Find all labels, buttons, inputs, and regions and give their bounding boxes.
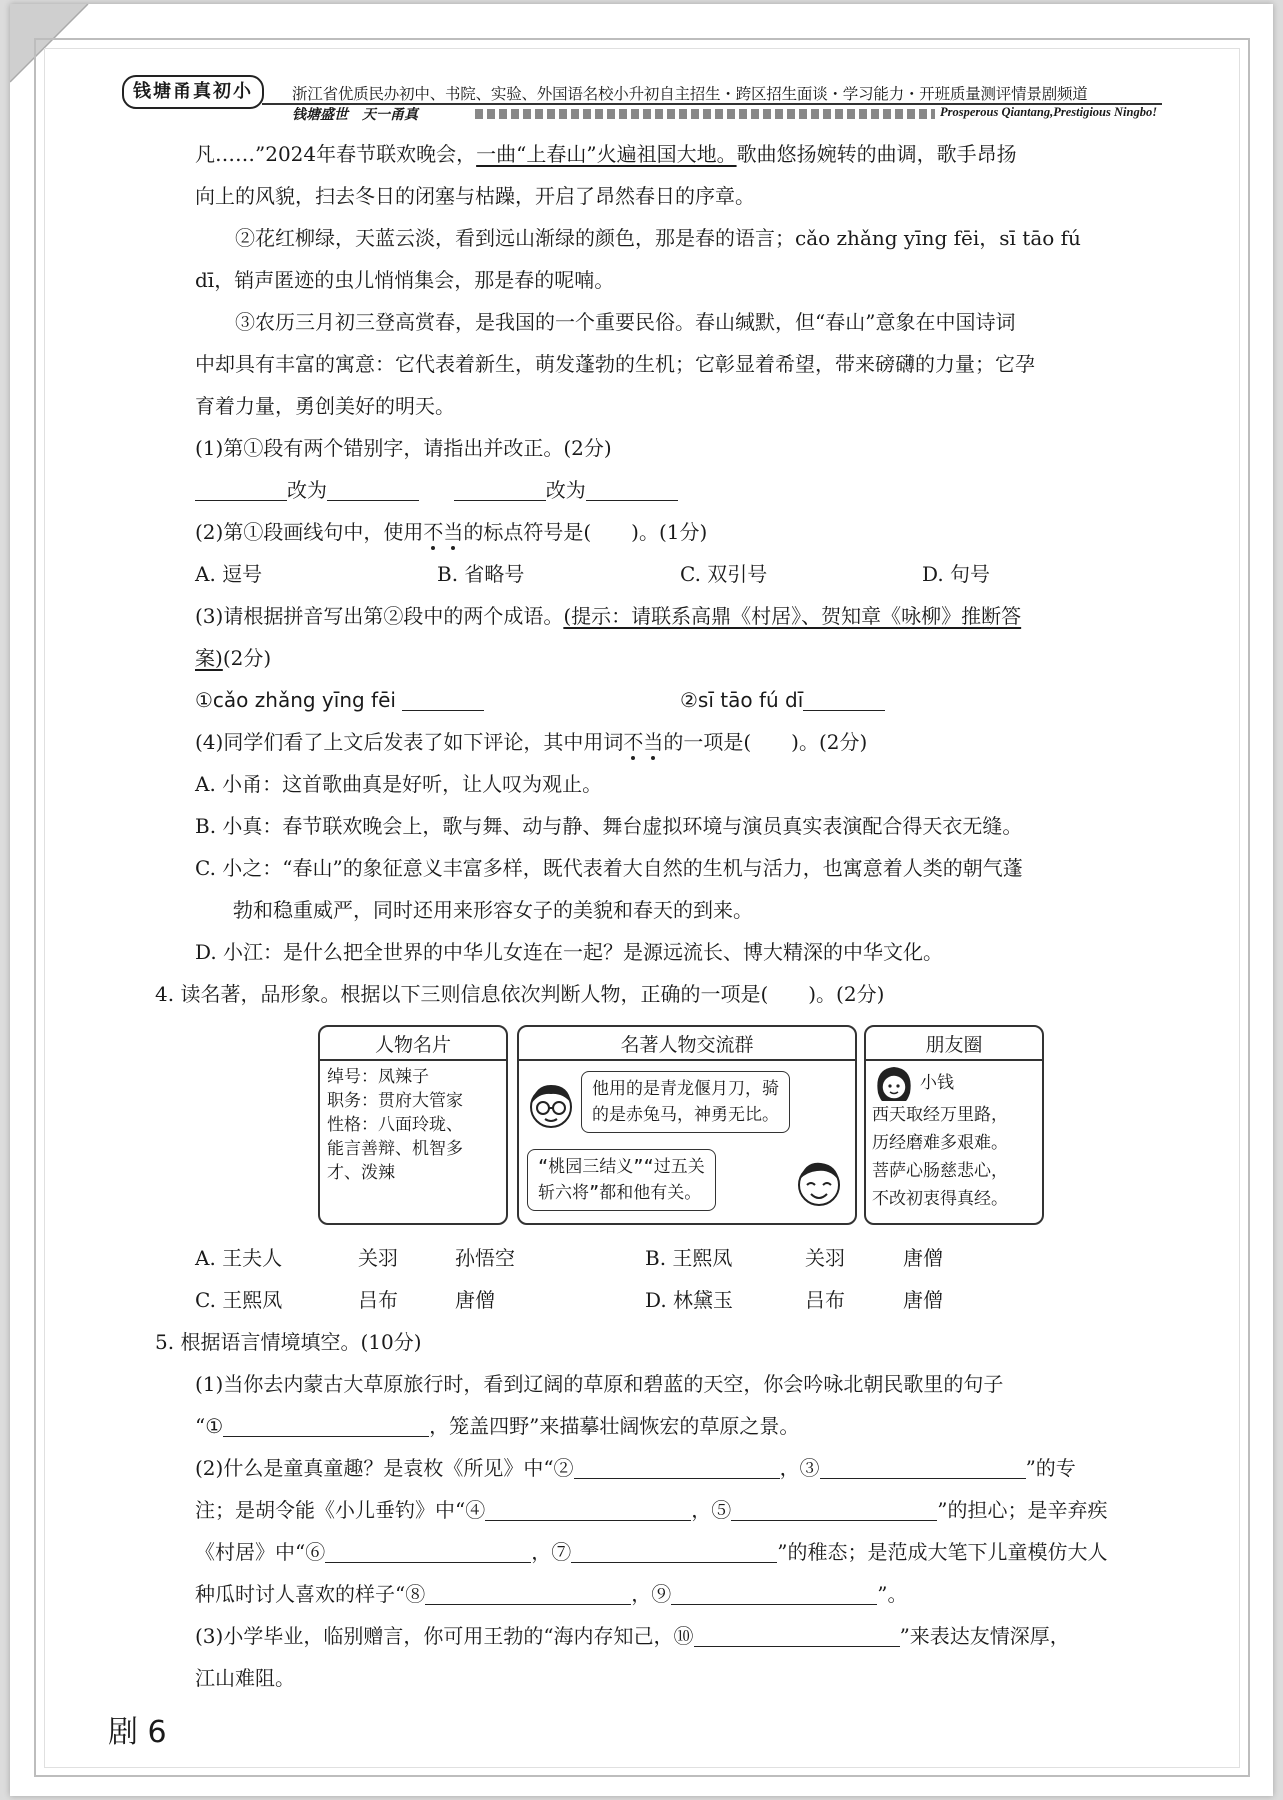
card-title: 人物名片	[374, 1034, 451, 1056]
q3-3-stem	[195, 602, 1021, 630]
option-name: 关羽	[805, 1246, 845, 1270]
q5-2-line-2	[195, 1496, 1107, 1524]
answer-blank[interactable]	[694, 1626, 900, 1647]
answer-blank[interactable]	[327, 480, 419, 501]
q5-3-line-2: 江山难阻。	[195, 1666, 295, 1690]
text-fragment: ，③	[779, 1456, 820, 1480]
text-fragment: ，⑦	[531, 1540, 572, 1564]
option-name: C. 王熙凤	[195, 1288, 283, 1312]
change-label: 改为	[287, 478, 327, 502]
emphasis-dot-char: 不	[423, 520, 444, 544]
card-line-text: 职务：贯府大管家	[327, 1091, 463, 1111]
option-name: 关羽	[358, 1246, 398, 1270]
q3-2-option-b[interactable]: B. 省略号	[437, 562, 525, 586]
option-name: 孙悟空	[455, 1246, 515, 1270]
answer-blank[interactable]	[571, 1542, 777, 1563]
page-number: 剧 6	[108, 1715, 167, 1750]
text-fragment: ，⑨	[631, 1582, 672, 1606]
text-fragment: 种瓜时讨人喜欢的样子“⑧	[195, 1582, 426, 1606]
q4-option-d[interactable]	[645, 1286, 943, 1314]
card-line-text: 性格：八面玲珑、	[327, 1115, 463, 1135]
option-name: A. 王夫人	[195, 1246, 283, 1270]
text-fragment: (2)什么是童真童趣？是袁枚《所见》中“②	[195, 1456, 574, 1480]
answer-blank[interactable]	[586, 480, 678, 501]
q4-option-a[interactable]	[195, 1244, 515, 1272]
q3-2-option-d[interactable]: D. 句号	[922, 562, 991, 586]
answer-blank[interactable]	[671, 1584, 877, 1605]
header-english: Prosperous Qiantang,Prestigious Ningbo!	[940, 105, 1158, 119]
q5-1-line-2	[195, 1412, 799, 1440]
brand-logo: 钱塘甬真初小	[122, 75, 264, 109]
answer-blank[interactable]	[223, 1416, 429, 1437]
header-stripes	[475, 109, 935, 119]
q5-2-line-3	[195, 1538, 1107, 1566]
q4-option-b[interactable]	[645, 1244, 943, 1272]
q3-2-stem	[195, 518, 707, 546]
chat-bubble-2	[527, 1149, 716, 1211]
underlined-sentence: 一曲“上春山”火遍祖国大地。	[476, 142, 737, 166]
passage-line-1	[195, 140, 1017, 168]
text-fragment: (3)小学毕业，临别赠言，你可用王勃的“海内存知己，⑩	[195, 1624, 694, 1648]
moments-username: 小钱	[920, 1073, 954, 1093]
q4-option-c[interactable]	[195, 1286, 495, 1314]
post-line: 历经磨难多艰难。	[872, 1133, 1008, 1153]
q5-stem: 5. 根据语言情境填空。(10分)	[155, 1330, 422, 1354]
answer-blank[interactable]	[402, 690, 484, 711]
text-fragment: ，⑤	[691, 1498, 732, 1522]
option-name: 吕布	[805, 1288, 845, 1312]
header-subtitle: 钱塘盛世 天一甬真	[292, 107, 418, 123]
card-line-text: 才、泼辣	[327, 1163, 395, 1183]
avatar-boy-icon	[523, 1077, 579, 1133]
q3-4-option-c[interactable]: C. 小之：“春山”的象征意义丰富多样，既代表着大自然的生机与活力，也寓意着人类的朝气蓬	[195, 856, 1023, 880]
q3-4-stem-b: 的一项是( )。(2分)	[663, 730, 868, 754]
text-fragment: ”的担心；是辛弃疾	[937, 1498, 1108, 1522]
q5-2-line-1	[195, 1454, 1076, 1482]
pinyin-blank-2	[680, 686, 885, 714]
bubble-text: “桃园三结义”“过五关	[538, 1157, 705, 1177]
card-line-text: 能言善辩、机智多	[327, 1139, 463, 1159]
answer-blank[interactable]	[325, 1542, 531, 1563]
paragraph-3-line-1: ③农历三月初三登高赏春，是我国的一个重要民俗。春山缄默，但“春山”意象在中国诗词	[235, 310, 1016, 334]
card-moments	[864, 1025, 1044, 1225]
q3-3-stem-cont	[195, 644, 271, 672]
q3-4-option-c-cont: 勃和稳重威严，同时还用来形容女子的美貌和春天的到来。	[233, 898, 753, 922]
card-divider	[866, 1059, 1042, 1061]
bubble-text: 的是赤兔马，神勇无比。	[592, 1105, 779, 1125]
q3-1-stem: (1)第①段有两个错别字，请指出并改正。(2分)	[195, 436, 612, 460]
card-title: 名著人物交流群	[620, 1034, 754, 1056]
header-title: 浙江省优质民办初中、书院、实验、外国语名校小升初自主招生・跨区招生面谈・学习能力・开班质量测评情景剧频道	[292, 85, 1088, 103]
text-fragment: ”的稚态；是范成大笔下儿童模仿大人	[777, 1540, 1108, 1564]
emphasis-dot-char: 当	[643, 730, 664, 754]
q3-4-option-d[interactable]: D. 小江：是什么把全世界的中华儿女连在一起？是源远流长、博大精深的中华文化。	[195, 940, 944, 964]
option-name: 唐僧	[455, 1288, 495, 1312]
q3-4-option-b[interactable]: B. 小真：春节联欢晚会上，歌与舞、动与静、舞台虚拟环境与演员真实表演配合得天衣无缝。	[195, 814, 1023, 838]
emphasis-dot-char: 当	[443, 520, 464, 544]
option-name: 唐僧	[903, 1246, 943, 1270]
q4-stem: 4. 读名著，品形象。根据以下三则信息依次判断人物，正确的一项是( )。(2分)	[155, 982, 885, 1006]
pinyin-blank-1	[195, 686, 484, 714]
passage-line-2: 向上的风貌，扫去冬日的闭塞与枯躁，开启了昂然春日的序章。	[195, 184, 755, 208]
q3-3-hint: (提示：请联系高鼎《村居》、贺知章《咏柳》推断答	[563, 604, 1022, 628]
card-divider	[519, 1059, 855, 1061]
answer-blank[interactable]	[803, 690, 885, 711]
q3-4-stem-a: (4)同学们看了上文后发表了如下评论，其中用词	[195, 730, 624, 754]
q3-3-stem-a: (3)请根据拼音写出第②段中的两个成语。	[195, 604, 564, 628]
q3-4-option-a[interactable]: A. 小甬：这首歌曲真是好听，让人叹为观止。	[195, 772, 603, 796]
answer-blank[interactable]	[425, 1584, 631, 1605]
answer-blank[interactable]	[485, 1500, 691, 1521]
q3-3-hint-end: 案)	[195, 646, 223, 670]
pinyin-label-1: ①cǎo zhǎng yīng fēi	[195, 688, 396, 712]
answer-blank[interactable]	[454, 480, 546, 501]
text-fragment: ”的专	[1025, 1456, 1076, 1480]
answer-blank[interactable]	[195, 480, 287, 501]
card-divider	[320, 1059, 506, 1061]
q5-2-line-4	[195, 1580, 907, 1608]
card-text	[327, 1065, 463, 1185]
text-fragment: ”。	[877, 1582, 908, 1606]
text-fragment: 《村居》中“⑥	[195, 1540, 326, 1564]
q3-2-option-a[interactable]: A. 逗号	[195, 562, 263, 586]
chat-bubble-1	[581, 1071, 790, 1133]
card-character-profile	[318, 1025, 508, 1225]
option-name: 唐僧	[903, 1288, 943, 1312]
change-label: 改为	[545, 478, 586, 502]
answer-blank[interactable]	[820, 1458, 1026, 1479]
passage-line-1-a: 凡……”2024年春节联欢晚会，	[195, 142, 477, 166]
pinyin-label-2: ②sī tāo fú dī	[680, 688, 804, 712]
paragraph-3-line-3: 育着力量，勇创美好的明天。	[195, 394, 455, 418]
q3-2-option-c[interactable]: C. 双引号	[680, 562, 768, 586]
q3-2-stem-b: 的标点符号是( )。(1分)	[463, 520, 708, 544]
text-fragment: “①	[195, 1414, 224, 1438]
bubble-text: 他用的是青龙偃月刀，骑	[592, 1079, 779, 1099]
option-name: 吕布	[358, 1288, 398, 1312]
post-line: 菩萨心肠慈悲心，	[872, 1161, 1008, 1181]
emphasis-dot-char: 不	[623, 730, 644, 754]
option-name: B. 王熙凤	[645, 1246, 733, 1270]
text-fragment: 注；是胡令能《小儿垂钓》中“④	[195, 1498, 486, 1522]
card-title: 朋友圈	[925, 1034, 983, 1056]
passage-line-1-c: 歌曲悠扬婉转的曲调，歌手昂扬	[736, 142, 1017, 166]
q3-4-stem	[195, 728, 867, 756]
paragraph-2-line-1: ②花红柳绿，天蓝云淡，看到远山渐绿的颜色，那是春的语言；cǎo zhǎng yīng fēi，sī tāo fú	[235, 226, 1081, 250]
q3-1-answer-row	[195, 476, 678, 504]
card-chat-group	[517, 1025, 857, 1225]
bubble-text: 斩六将”都和他有关。	[538, 1183, 702, 1203]
card-line-text: 绰号：凤辣子	[327, 1067, 429, 1087]
option-name: D. 林黛玉	[645, 1288, 734, 1312]
text-fragment: ，笼盖四野”来描摹壮阔恢宏的草原之景。	[429, 1414, 800, 1438]
text-fragment: ”来表达友情深厚，	[899, 1624, 1070, 1648]
answer-blank[interactable]	[574, 1458, 780, 1479]
paragraph-3-line-2: 中却具有丰富的寓意：它代表着新生，萌发蓬勃的生机；它彰显着希望，带来磅礴的力量；它孕	[195, 352, 1035, 376]
post-line: 不改初衷得真经。	[872, 1189, 1008, 1209]
post-line: 西天取经万里路，	[872, 1105, 1008, 1125]
q5-3-line-1	[195, 1622, 1070, 1650]
q3-3-score: (2分)	[222, 646, 272, 670]
q5-1-line-1: (1)当你去内蒙古大草原旅行时，看到辽阔的草原和碧蓝的天空，你会吟咏北朝民歌里的句子	[195, 1372, 1004, 1396]
moments-post	[872, 1101, 1008, 1213]
avatar-smiling-boy-icon	[791, 1155, 847, 1211]
answer-blank[interactable]	[731, 1500, 937, 1521]
q3-2-stem-a: (2)第①段画线句中，使用	[195, 520, 424, 544]
paragraph-2-line-2: dī，销声匿迹的虫儿悄悄集会，那是春的呢喃。	[195, 268, 615, 292]
